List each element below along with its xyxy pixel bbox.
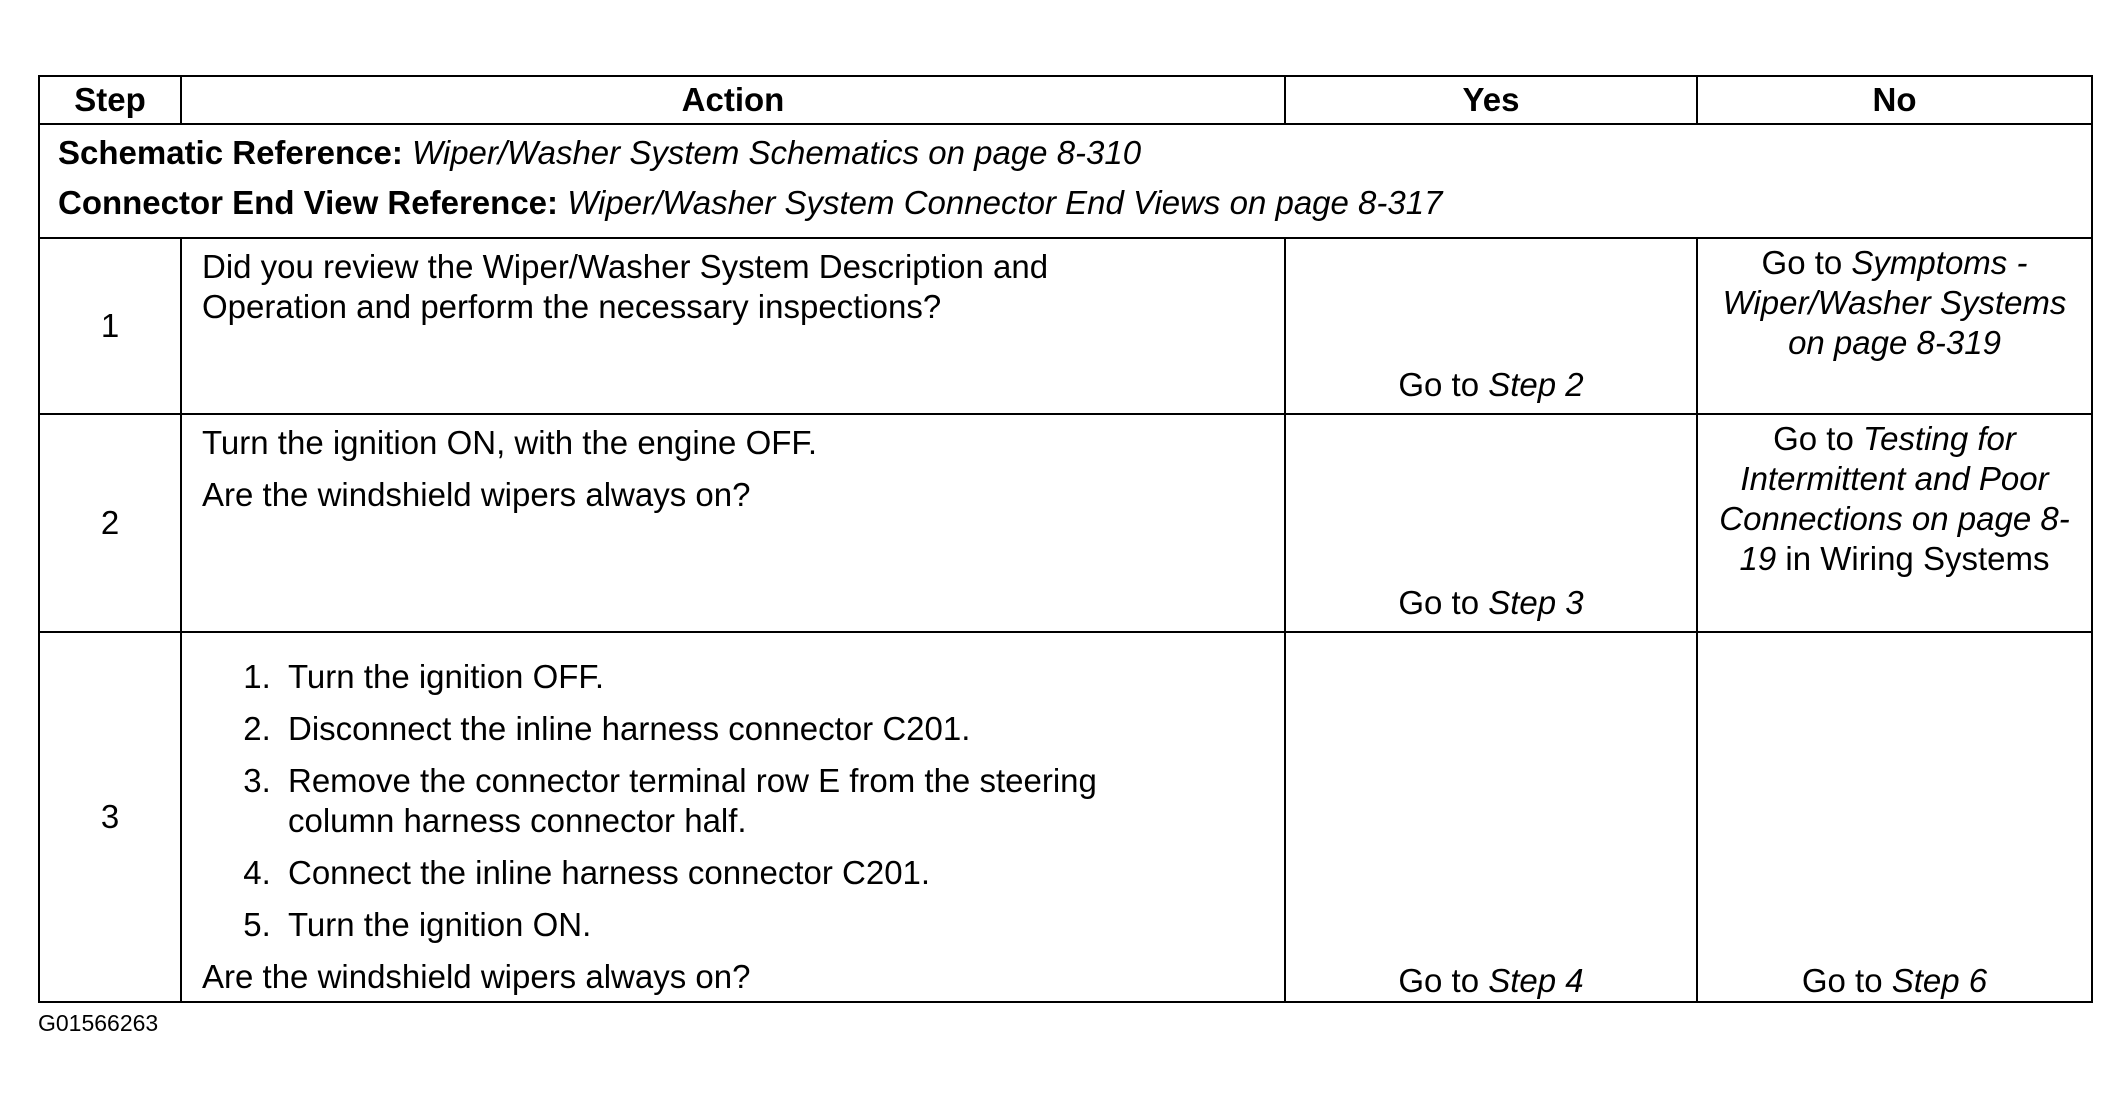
header-row [39, 76, 2092, 124]
yes-cell [1285, 238, 1697, 414]
no-prefix: Go to [1761, 244, 1852, 281]
table-row [39, 238, 2092, 414]
action-question: Are the windshield wipers always on? [202, 958, 751, 995]
yes-prefix: Go to [1398, 366, 1489, 403]
header-no: No [1697, 76, 2092, 124]
yes-prefix: Go to [1398, 962, 1489, 999]
list-item: 1. Turn the ignition OFF. [280, 657, 1272, 697]
action-line: Operation and perform the necessary inspections? [202, 288, 942, 325]
header-step: Step [39, 76, 181, 124]
step-action [181, 238, 1285, 414]
no-testing-link[interactable]: Testing for Intermittent and Poor Connections on page 8-19 [1719, 420, 2070, 577]
action-question: Are the windshield wipers always on? [202, 476, 751, 513]
yes-prefix: Go to [1398, 584, 1489, 621]
yes-cell [1285, 632, 1697, 1002]
connector-reference-label: Connector End View Reference: [58, 184, 559, 221]
substep-list [202, 657, 1272, 945]
action-line: Did you review the Wiper/Washer System Description and [202, 248, 1049, 285]
no-cell [1697, 414, 2092, 632]
no-cell [1697, 632, 2092, 1002]
table-row [39, 632, 2092, 1002]
action-text [202, 247, 1272, 327]
reference-cell [39, 124, 2092, 238]
yes-step-link[interactable]: Step 4 [1488, 962, 1584, 999]
list-item: 2. Disconnect the inline harness connector C201. [280, 709, 1272, 749]
no-cell [1697, 238, 2092, 414]
figure-id: G01566263 [38, 1010, 159, 1036]
action-instruction: Turn the ignition ON, with the engine OFF. [202, 424, 818, 461]
list-item: 4. Connect the inline harness connector C201. [280, 853, 1272, 893]
no-prefix: Go to [1801, 962, 1892, 999]
no-suffix: in Wiring Systems [1776, 540, 2050, 577]
yes-step-link[interactable]: Step 3 [1488, 584, 1584, 621]
connector-reference [58, 183, 2073, 223]
reference-row [39, 124, 2092, 238]
table-row [39, 414, 2092, 632]
diagnostic-table-container [38, 75, 2091, 1003]
step-number: 3 [39, 632, 181, 1002]
no-prefix: Go to [1773, 420, 1863, 457]
schematic-reference-label: Schematic Reference: [58, 134, 403, 171]
step-action [181, 414, 1285, 632]
schematic-reference-link[interactable]: Wiper/Washer System Schematics on page 8-310 [412, 134, 1142, 171]
no-step-link[interactable]: Step 6 [1891, 962, 1988, 999]
no-symptoms-link[interactable]: Symptoms - Wiper/Washer Systems on page 8-319 [1722, 244, 2067, 361]
header-action: Action [181, 76, 1285, 124]
list-item: 3. Remove the connector terminal row E from the steering column harness connector half. [280, 761, 1272, 841]
diagnostic-table [38, 75, 2093, 1003]
connector-reference-link[interactable]: Wiper/Washer System Connector End Views on page 8-317 [567, 184, 1443, 221]
list-item: 5. Turn the ignition ON. [280, 905, 1272, 945]
step-action [181, 632, 1285, 1002]
step-number: 1 [39, 238, 181, 414]
schematic-reference [58, 133, 2073, 173]
yes-cell [1285, 414, 1697, 632]
yes-step-link[interactable]: Step 2 [1488, 366, 1584, 403]
header-yes: Yes [1285, 76, 1697, 124]
step-number: 2 [39, 414, 181, 632]
